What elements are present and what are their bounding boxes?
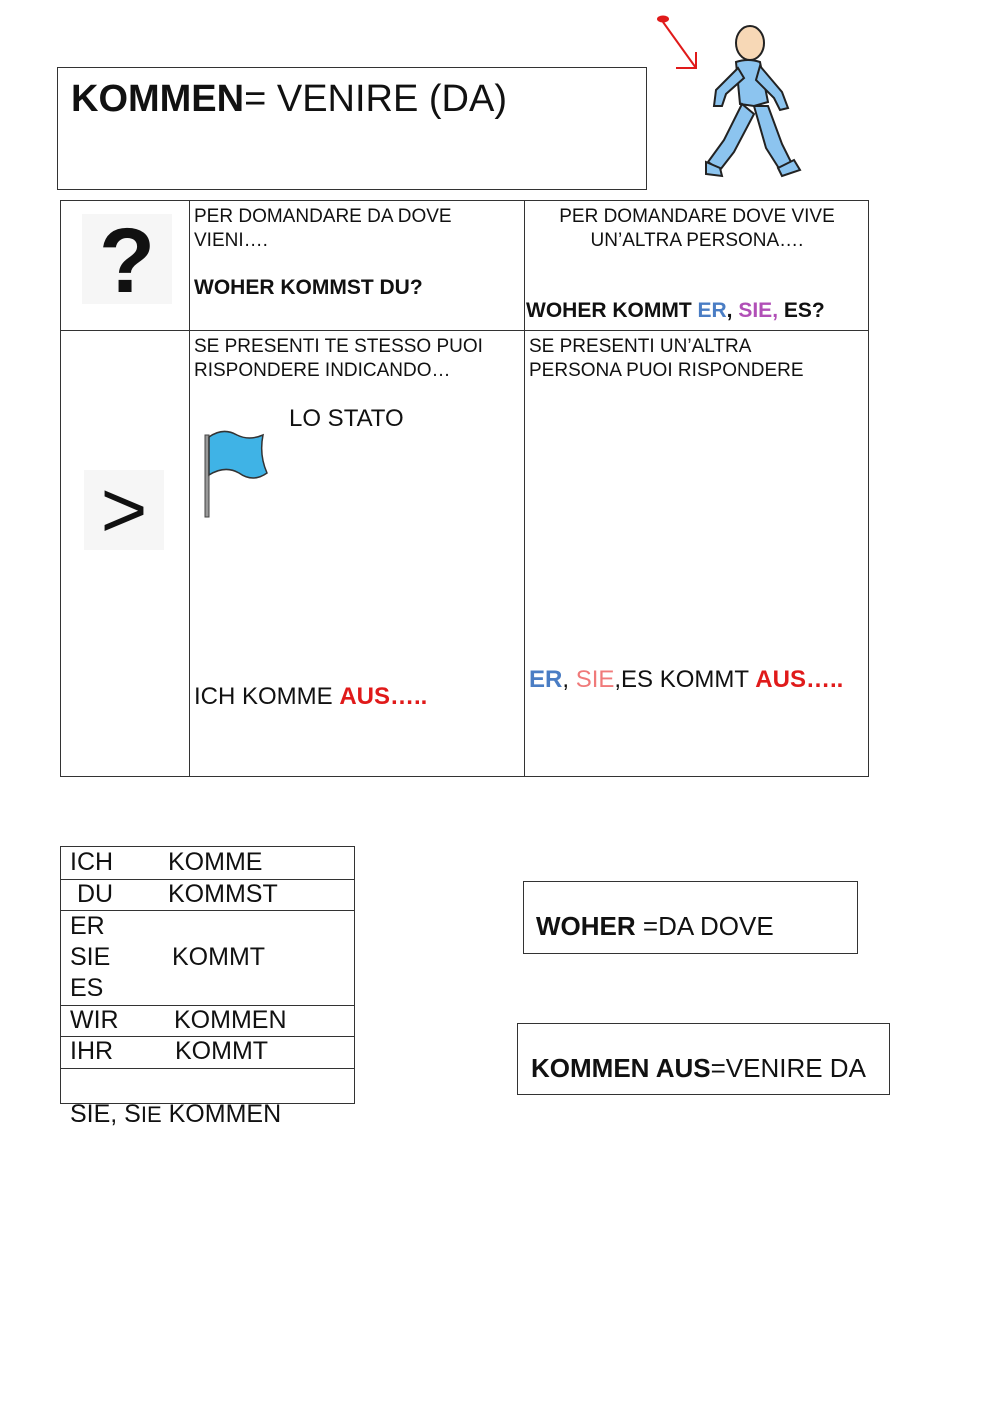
answer-er-sie-es-kommt-aus	[529, 668, 843, 692]
verb-form: KOMMT	[172, 943, 266, 971]
table-divider	[524, 201, 525, 776]
figure-head	[736, 26, 764, 60]
title-box	[57, 67, 647, 190]
figure-leg-right	[754, 106, 792, 170]
aus-highlight: AUS…..	[755, 666, 844, 693]
woher-definition-box	[523, 881, 858, 954]
question-woher-kommst-du: WOHER KOMMST DU?	[194, 276, 423, 299]
term: WOHER	[536, 911, 636, 941]
text-segment: IE	[140, 1102, 162, 1127]
woher-definition	[536, 911, 774, 942]
other-present-instructions	[529, 335, 804, 383]
meaning: =VENIRE DA	[710, 1053, 866, 1083]
flag-cloth	[209, 431, 267, 478]
ask-origin-instructions	[194, 205, 452, 253]
term: KOMMEN AUS	[531, 1053, 711, 1083]
text-line: VIENI….	[194, 230, 268, 251]
pronoun: ER	[70, 912, 105, 940]
pronoun: SIE	[70, 943, 111, 971]
pronoun: ES	[70, 974, 104, 1002]
text-segment: SIE, S	[70, 1100, 141, 1128]
conjugation-table	[60, 846, 355, 1128]
meaning: =DA DOVE	[635, 911, 774, 941]
page-title	[71, 78, 507, 121]
figure-leg-left	[708, 104, 754, 170]
text-line: RISPONDERE INDICANDO…	[194, 360, 451, 381]
verb-form: KOMMEN	[174, 1006, 287, 1034]
conjugation-row	[61, 1071, 354, 1158]
pronoun: IHR	[70, 1037, 114, 1065]
text-line: PERSONA PUOI RISPONDERE	[529, 360, 804, 381]
pronoun-sie: SIE	[575, 666, 615, 693]
verb-form: KOMME	[168, 848, 263, 876]
motion-arrow	[663, 22, 696, 68]
self-present-instructions	[194, 335, 483, 383]
pronoun-sie: SIE,	[738, 299, 779, 322]
kommen-aus-definition	[531, 1053, 866, 1084]
title-bold: KOMMEN	[71, 78, 245, 120]
text-line: PER DOMANDARE DA DOVE	[194, 206, 452, 227]
pronoun-es: ES?	[778, 299, 825, 322]
text-line: SE PRESENTI UN’ALTRA	[529, 336, 752, 357]
pronoun: DU	[70, 880, 114, 908]
motion-dot	[657, 16, 669, 23]
text-segment: WOHER KOMMT	[526, 299, 698, 322]
verb-form: KOMMEN	[161, 1100, 282, 1128]
text-segment: ,ES KOMMT	[614, 666, 756, 693]
text-segment: ,	[726, 299, 739, 322]
aus-highlight: AUS…..	[339, 683, 428, 710]
pronoun-er: ER	[529, 666, 563, 693]
text-segment: ,	[562, 666, 576, 693]
flag-icon	[201, 427, 277, 519]
verb-form: KOMMST	[168, 880, 278, 908]
greater-than-symbol: >	[84, 470, 164, 550]
main-table	[60, 200, 869, 777]
text-segment: ICH KOMME	[194, 683, 340, 710]
pronoun: WIR	[70, 1006, 119, 1034]
text-line: PER DOMANDARE DOVE VIVE	[559, 206, 835, 227]
text-line: UN’ALTRA PERSONA….	[590, 230, 804, 251]
answer-ich-komme-aus	[194, 685, 427, 709]
question-mark-symbol: ?	[82, 214, 172, 304]
table-divider	[61, 330, 868, 331]
title-rest: = VENIRE (DA)	[244, 78, 507, 120]
pronoun: ICH	[70, 848, 114, 876]
walking-person-icon	[650, 10, 850, 190]
table-divider	[189, 201, 190, 776]
lo-stato-label: LO STATO	[289, 405, 404, 432]
pronoun	[70, 1100, 281, 1129]
kommen-aus-definition-box	[517, 1023, 890, 1095]
verb-form: KOMMT	[175, 1037, 269, 1065]
text-line: SE PRESENTI TE STESSO PUOI	[194, 336, 483, 357]
table-divider	[61, 1068, 354, 1069]
pronoun-er: ER	[697, 299, 727, 322]
pronoun-group	[70, 911, 110, 1004]
ask-other-origin-instructions	[526, 205, 868, 253]
question-woher-kommt-er-sie-es	[526, 299, 825, 323]
